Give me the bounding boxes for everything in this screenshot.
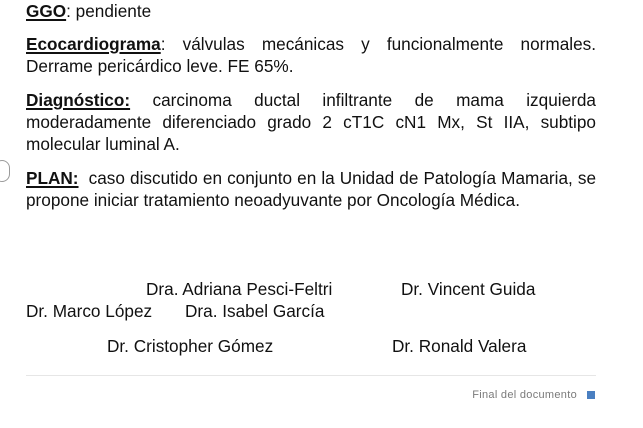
signature-lopez: Dr. Marco López: [26, 301, 153, 321]
end-of-document-label: Final del documento: [472, 389, 577, 401]
diagnostico-label: Diagnóstico:: [26, 90, 131, 110]
signature-gomez: Dr. Cristopher Gómez: [107, 336, 274, 356]
signature-pesci-feltri: Dra. Adriana Pesci-Feltri: [146, 279, 333, 299]
plan-text: caso discutido en conjunto en la Unidad de Patología Mamaria, se propone iniciar tratamiento neoadyuvante por Oncología Médica.: [26, 168, 601, 210]
ecocardiograma-text: : válvulas mecánicas y funcionalmente normales. Derrame pericárdico leve. FE 65%.: [26, 34, 596, 76]
signature-valera: Dr. Ronald Valera: [392, 336, 527, 356]
page-edge-handle[interactable]: [0, 160, 10, 182]
plan-paragraph: [26, 167, 601, 211]
end-marker-square-icon: [587, 391, 595, 399]
ecocardiograma-paragraph: [26, 33, 596, 77]
ggo-paragraph: [26, 0, 596, 22]
ggo-label: GGO: [26, 1, 67, 21]
diagnostico-paragraph: [26, 89, 596, 155]
footer-divider: [26, 375, 596, 376]
signature-garcia: Dra. Isabel García: [185, 301, 325, 321]
signature-guida: Dr. Vincent Guida: [401, 279, 536, 299]
plan-label: PLAN:: [26, 168, 79, 188]
ecocardiograma-label: Ecocardiograma: [26, 34, 161, 54]
ggo-text: : pendiente: [66, 1, 152, 21]
diagnostico-text: carcinoma ductal infiltrante de mama izquierda moderadamente diferenciado grado 2 cT1C cN1 Mx, St IIA, subtipo molecular luminal A.: [26, 90, 596, 154]
